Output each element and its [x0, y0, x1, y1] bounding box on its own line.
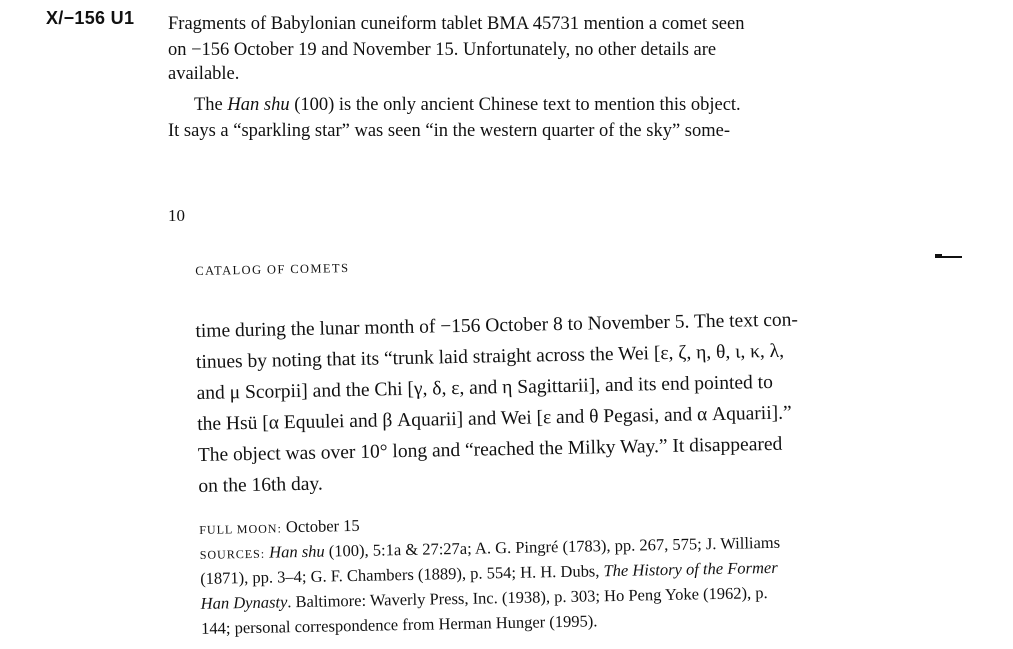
full-moon-label: FULL MOON:: [199, 521, 282, 537]
sources-line-3: [201, 583, 768, 614]
body-line-4: the Hsü [α Equulei and β Aquarii] and Wei [ε and θ Pegasi, and α Aquarii].”: [197, 402, 792, 435]
sources-han-shu: Han shu: [269, 541, 325, 562]
sources-l1-rest: (100), 5:1a & 27:27a; A. G. Pingré (1783), pp. 267, 575; J. Williams: [324, 532, 781, 561]
sources-label: SOURCES:: [199, 546, 266, 562]
margin-mark: [935, 256, 962, 258]
body-line-1: time during the lunar month of −156 October 8 to November 5. The text con-: [195, 309, 799, 342]
intro-p2-after: (100) is the only ancient Chinese text to mention this object.: [289, 95, 741, 115]
body-line-6: on the 16th day.: [198, 473, 324, 497]
body-line-5: The object was over 10° long and “reached the Milky Way.” It disappeared: [197, 433, 783, 466]
intro-line-5: It says a “sparkling star” was seen “in the western quarter of the sky” some-: [168, 121, 731, 141]
sources-l2-plain: (1871), pp. 3–4; G. F. Chambers (1889), p. 554; H. H. Dubs,: [200, 561, 604, 588]
body-line-2: tinues by noting that its “trunk laid straight across the Wei [ε, ζ, η, θ, ι, κ, λ,: [195, 340, 785, 373]
sources-l3-title: Han Dynasty: [200, 592, 288, 613]
intro-p2-before: The: [194, 95, 228, 115]
sources-line-4: 144; personal correspondence from Herman Hunger (1995).: [200, 611, 598, 638]
intro-line-3: available.: [168, 64, 240, 84]
page-number: 10: [168, 206, 185, 225]
intro-line-4: [194, 95, 741, 116]
intro-line-1: Fragments of Babylonian cuneiform tablet BMA 45731 mention a comet seen: [168, 14, 745, 34]
sources-l3-rest: . Baltimore: Waverly Press, Inc. (1938), p. 303; Ho Peng Yoke (1962), p.: [287, 583, 768, 612]
body-line-3: and μ Scorpii] and the Chi [γ, δ, ε, and η Sagittarii], and its end pointed to: [196, 371, 774, 404]
continuation-block: [194, 241, 924, 638]
full-moon-value: October 15: [281, 515, 360, 537]
entry-id: X/−156 U1: [46, 8, 135, 28]
full-moon-line: [199, 516, 360, 539]
intro-p2-title: Han shu: [227, 95, 290, 115]
intro-line-2: on −156 October 19 and November 15. Unfortunately, no other details are: [168, 40, 717, 60]
running-head: CATALOG OF COMETS: [195, 261, 350, 278]
sources-l2-title: The History of the Former: [603, 557, 778, 581]
